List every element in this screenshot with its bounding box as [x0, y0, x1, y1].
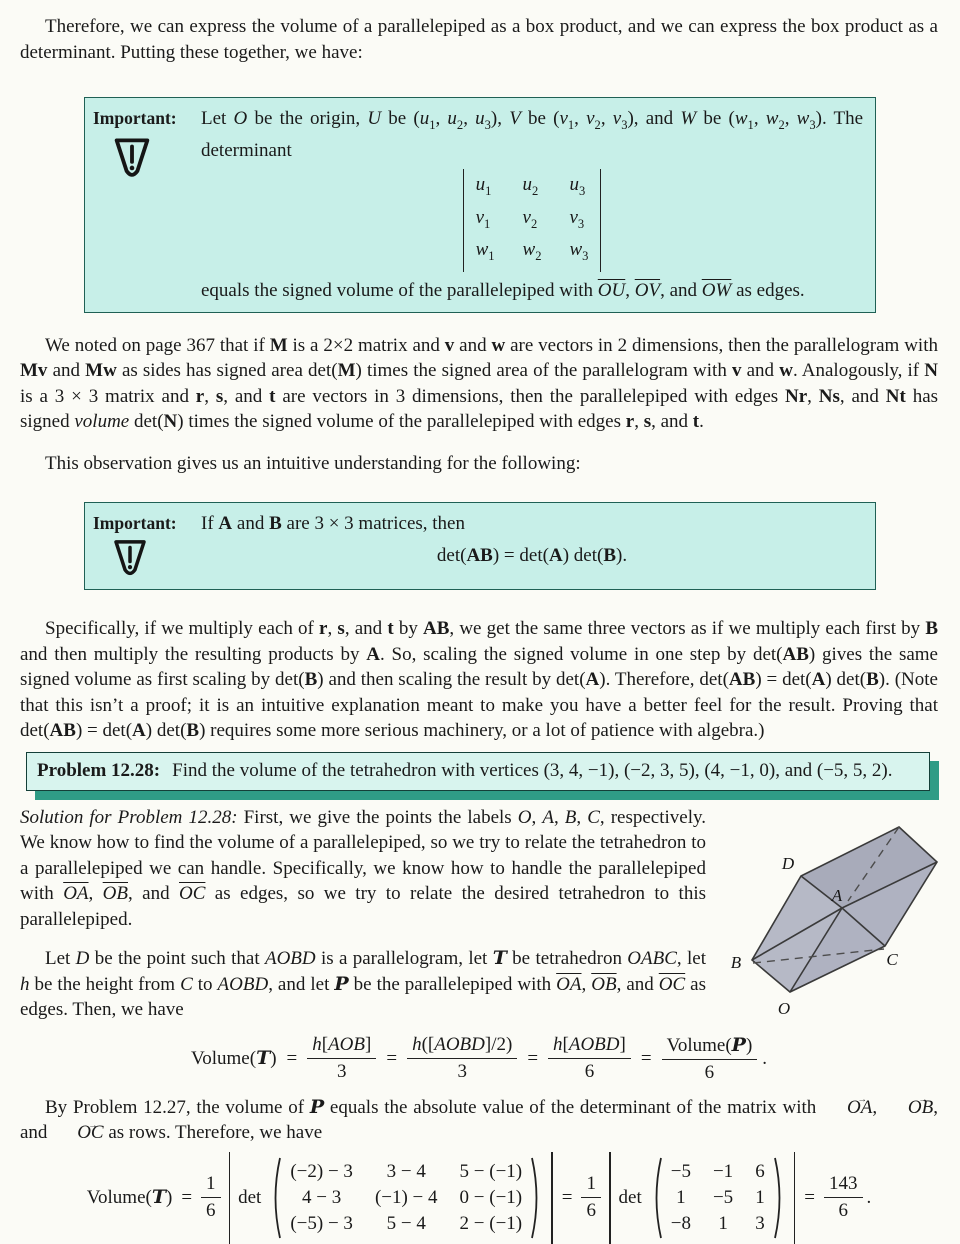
matrix-cell: 1	[676, 1186, 686, 1208]
warning-icon	[109, 537, 189, 585]
equals-sign: =	[386, 1047, 398, 1069]
fraction-result: $\frac{143}{6}$	[824, 1172, 863, 1223]
matrix-cell: $w_3$	[569, 239, 589, 264]
matrix-cell: $u_3$	[569, 173, 586, 198]
fraction: $\frac{\text{h[AOBD]}}{6}$	[548, 1033, 631, 1084]
matrix-cell: 3 − 4	[386, 1160, 426, 1182]
equation-lhs: Volume(T)	[190, 1047, 277, 1070]
important-label: Important:	[93, 513, 177, 534]
absolute-value-bar	[609, 1152, 611, 1244]
matrix-cell: 2 − (−1)	[459, 1212, 523, 1234]
period: .	[866, 1186, 872, 1208]
matrix-cell: (−2) − 3	[290, 1160, 353, 1182]
matrix-cell: $v_3$	[569, 206, 585, 231]
matrix-cell: −8	[670, 1212, 691, 1234]
matrix-simplified	[671, 1159, 765, 1237]
matrix-cell: 3	[755, 1212, 765, 1234]
fraction-one-sixth: $\frac{1}{6}$	[201, 1172, 221, 1223]
matrix-cell: $u_2$	[522, 173, 539, 198]
important-box-determinant	[84, 97, 876, 313]
vertex-label-c: C	[886, 949, 898, 969]
matrix-cell: $u_1$	[475, 173, 492, 198]
problem-text: Find the volume of the tetrahedron with vertices (3, 4, −1), (−2, 3, 5), (4, −1, 0), and (−5, 5, 2).	[172, 759, 893, 781]
equation-volume-relations	[20, 1033, 938, 1085]
fraction: $\frac{\text{h([AOBD]/2)}}{3}$	[407, 1033, 517, 1084]
equals-sign: =	[286, 1047, 298, 1069]
important-text-line3: equals the signed volume of the parallelepiped with $\overline{OU}$, $\overline{OV}$, and $\overline{OW}$ as edges.	[201, 280, 805, 302]
matrix-cell: (−5) − 3	[290, 1212, 353, 1234]
right-paren	[530, 1155, 543, 1241]
vertex-label-b: B	[730, 952, 742, 972]
important-text-line1: If A and B are 3 × 3 matrices, then	[201, 513, 465, 535]
matrix-cell: 5 − 4	[386, 1212, 426, 1234]
matrix-cell: 1	[718, 1212, 728, 1234]
important-text-line1: Let O be the origin, U be ($u_1$, $u_2$, $u_3$), V be ($v_1$, $v_2$, $v_3$), and W be ($w_1$, $w_2$, $w_3$). The determinant	[201, 108, 864, 162]
vertex-label-o: O	[777, 998, 791, 1018]
absolute-value-bar	[229, 1152, 231, 1244]
absolute-value-bar	[794, 1152, 796, 1244]
matrix-cell: (−1) − 4	[374, 1186, 438, 1208]
paragraph-by-problem: By Problem 12.27, the volume of P equals the absolute value of the determinant of the matrix with OA →, OB →, and OC → as rows. Therefore, we have	[20, 1095, 938, 1146]
paragraph-construction: Let D be the point such that AOBD is a parallelogram, let T be tetrahedron OABC, let h be the height from C to AOBD, and let P be the parallelepiped with $\overline{OA}$, $\overline{OB}$, and $\overline{OC}$ as edges. Then, we have	[20, 947, 706, 1021]
det-product-equation: det(AB) = det(A) det(B).	[436, 544, 628, 566]
determinant-matrix	[201, 169, 863, 272]
matrix-cell: 6	[755, 1160, 765, 1182]
important-label: Important:	[93, 108, 177, 128]
paragraph-scaling: We noted on page 367 that if M is a 2×2 matrix and v and w are vectors in 2 dimensions, then the parallelogram with Mv and Mw as sides has signed area det(M) times the signed area of the parallelogram with v and w. Analogously, if N is a 3 × 3 matrix and r, s, and t are vectors in 3 dimensions, then the parallelepiped with edges Nr, Ns, and Nt has signed volume det(N) times the signed volume of the parallelepiped with edges r, s, and t.	[20, 334, 939, 433]
equals-sign: =	[640, 1047, 652, 1069]
important-label-column	[93, 106, 189, 304]
matrix-differences	[290, 1159, 522, 1237]
left-paren	[650, 1155, 663, 1241]
paragraph-intro: Therefore, we can express the volume of a parallelepiped as a box product, and we can express the box product as a determinant. Putting these together, we have:	[20, 16, 938, 63]
paragraph-explanation: Specifically, if we multiply each of r, s, and t by AB, we get the same three vectors as if we multiply each first by B and then multiply the resulting products by A. So, scaling the signed volume in one step by det(AB) gives the same signed volume as first scaling by det(B) and then scaling the result by det(A). Therefore, det(AB) = det(A) det(B). (Note that this isn’t a proof; it is an intuitive explanation meant to make you have a better feel for the result. Proving that det(AB) = det(A) det(B) requires some more serious machinery, or a lot of patience with algebra.)	[20, 618, 939, 742]
vertex-label-d: D	[781, 853, 795, 873]
matrix-cell: 0 − (−1)	[459, 1186, 523, 1208]
problem-box	[26, 752, 930, 791]
matrix-cell: $v_2$	[522, 206, 538, 231]
equals-sign: =	[181, 1186, 193, 1208]
fraction: $\frac{\text{Volume(P)}}{6}$	[662, 1033, 758, 1085]
warning-icon	[109, 135, 189, 187]
matrix-cell: −5	[712, 1186, 734, 1208]
equation-determinant-calculation	[20, 1152, 938, 1244]
important-label-column	[93, 511, 189, 585]
paragraph-observation: This observation gives us an intuitive understanding for the following:	[45, 452, 581, 474]
matrix-cell: 5 − (−1)	[459, 1160, 523, 1182]
absolute-value-bar	[551, 1152, 553, 1244]
problem-label: Problem 12.28:	[37, 759, 161, 781]
parallelepiped-figure	[720, 805, 950, 1021]
fraction-one-sixth: $\frac{1}{6}$	[581, 1172, 601, 1223]
important-content	[189, 106, 863, 304]
vertex-label-a: A	[831, 885, 843, 905]
period: .	[762, 1047, 768, 1069]
det-label: det	[618, 1186, 642, 1208]
solution-section	[20, 805, 938, 1023]
right-paren	[773, 1155, 786, 1241]
fraction: $\frac{\text{h[AOB]}}{3}$	[307, 1033, 376, 1084]
important-box-product-rule	[84, 502, 876, 590]
matrix-cell: −1	[712, 1160, 734, 1182]
matrix-cell: −5	[670, 1160, 691, 1182]
matrix-cell: $w_2$	[522, 239, 542, 264]
equals-sign: =	[804, 1186, 815, 1208]
matrix-cell: 4 − 3	[302, 1186, 342, 1208]
matrix-cell: $v_1$	[475, 206, 491, 231]
left-paren	[269, 1155, 282, 1241]
det-label: det	[238, 1186, 262, 1208]
important-content	[189, 511, 863, 585]
equals-sign: =	[527, 1047, 539, 1069]
paragraph-solution: Solution for Problem 12.28: First, we give the points the labels O, A, B, C, respectively. We know how to find the volume of a parallelepiped, so we try to relate the tetrahedron to a parallelepiped we can handle. Specifically, we know how to handle the parallelepiped with $\overline{OA}$, $\overline{OB}$, and $\overline{OC}$ as edges, so we try to relate the desired tetrahedron to this parallelepiped.	[20, 806, 707, 930]
matrix-cell: 1	[755, 1186, 765, 1208]
equals-sign: =	[561, 1186, 573, 1208]
matrix-cell: $w_1$	[475, 239, 495, 264]
equation-lhs: Volume(T)	[86, 1186, 173, 1209]
